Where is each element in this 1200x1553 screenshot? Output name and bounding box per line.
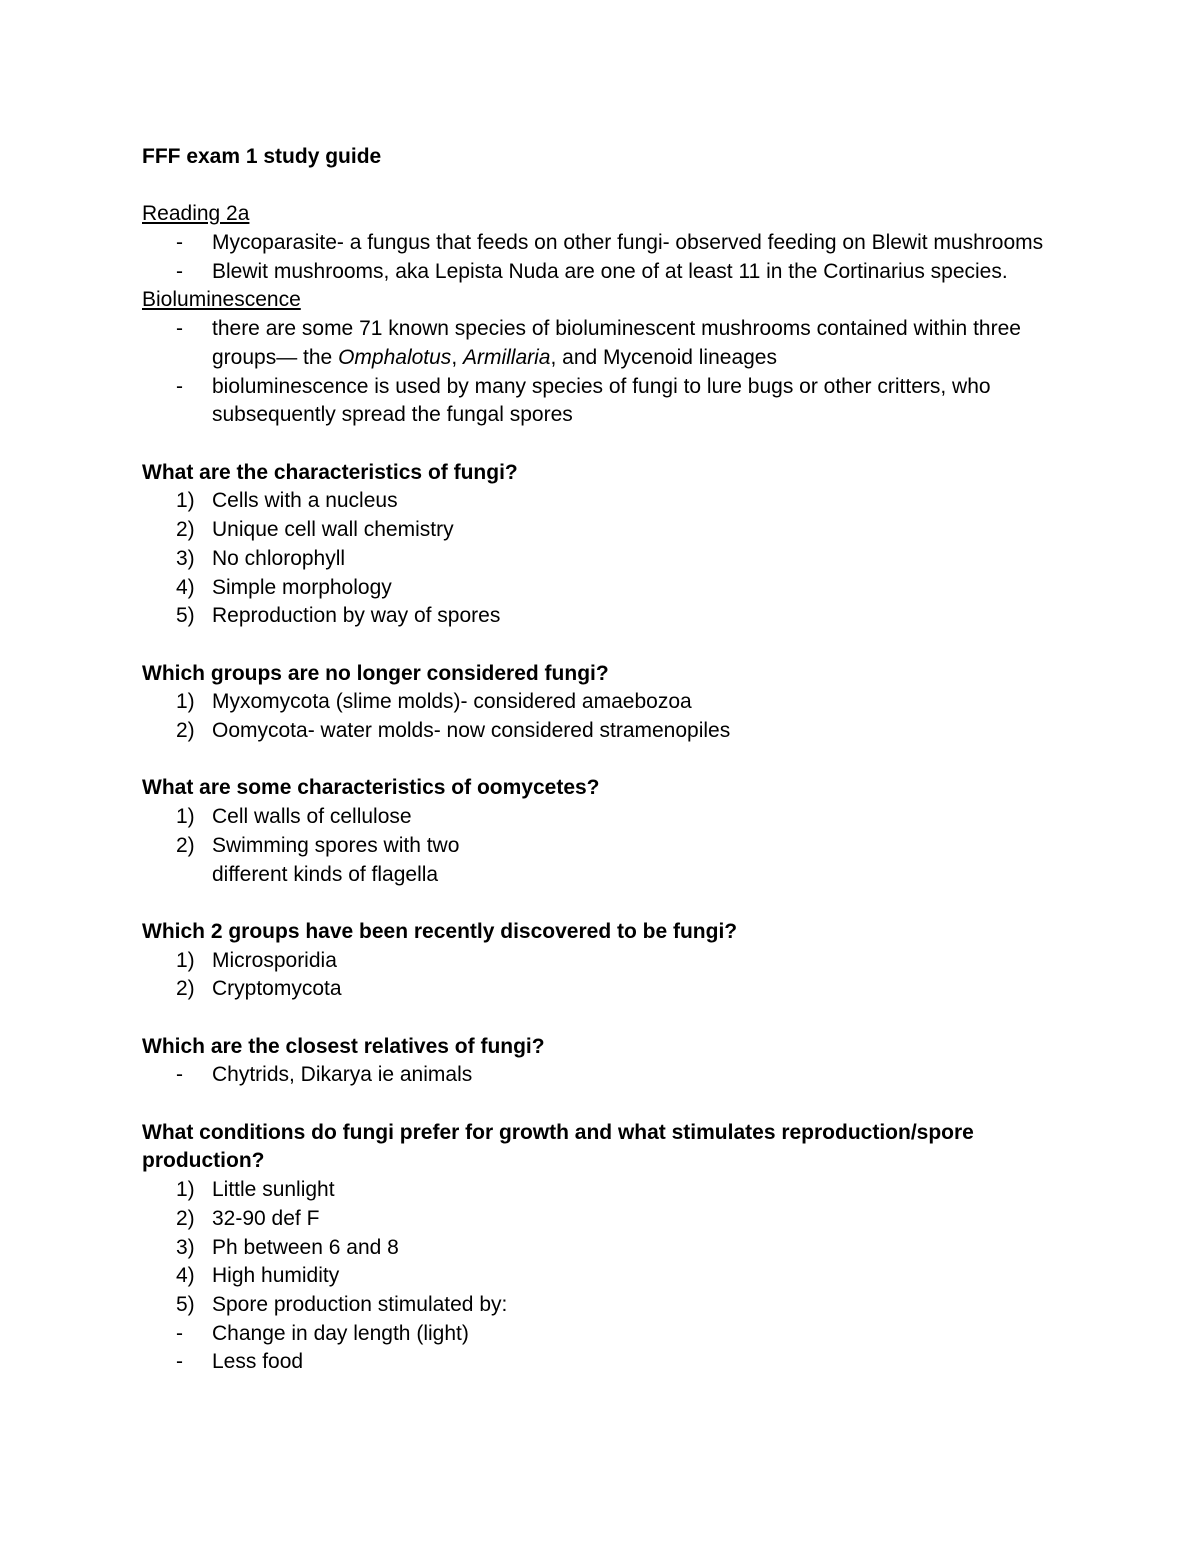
list-item-text: Microsporidia	[212, 948, 337, 972]
list-item-text: High humidity	[212, 1264, 340, 1288]
list-number: 2)	[176, 977, 195, 1001]
list-item-text: Ph between 6 and 8	[212, 1235, 399, 1259]
list-number: 1)	[176, 948, 195, 972]
list-number: 2)	[176, 719, 195, 742]
list-item-text: Swimming spores with two	[212, 833, 460, 857]
list-item	[142, 1205, 1062, 1234]
list-item-text: Unique cell wall chemistry	[212, 518, 454, 542]
list-item	[142, 803, 1062, 832]
question-heading: What are the characteristics of fungi?	[142, 460, 518, 484]
list-number: 2)	[176, 833, 195, 857]
list-item-text: Blewit mushrooms, aka Lepista Nuda are one of at least 11 in the Cortinarius species.	[212, 259, 1008, 283]
list-number: 1)	[176, 489, 195, 513]
list-number: 2)	[176, 518, 195, 542]
list-item	[142, 688, 1062, 717]
numbered-list	[142, 688, 1062, 745]
list-item	[142, 1061, 1062, 1090]
italic-genus: Omphalotus	[338, 345, 452, 369]
list-item	[142, 717, 1062, 746]
list-number: 1)	[176, 1178, 195, 1202]
list-item-text: No chlorophyll	[212, 546, 346, 570]
list-number: 3)	[176, 546, 195, 570]
question-heading: What are some characteristics of oomycetes?	[142, 776, 600, 800]
dash-bullet: -	[176, 259, 183, 283]
list-item-text: there are some 71 known species of bioluminescent mushrooms contained within three groups— the Omphalotus, Armillaria, and Mycenoid lineages	[212, 317, 1021, 369]
list-item-text: Less food	[212, 1350, 304, 1374]
list-item-continuation	[142, 861, 1062, 890]
document-body	[142, 143, 1062, 1377]
list-item-text: different kinds of flagella	[212, 862, 439, 886]
list-item	[142, 487, 1062, 516]
list-item	[142, 574, 1062, 603]
numbered-list	[142, 487, 1062, 631]
numbered-list	[142, 947, 1062, 1004]
document-title: FFF exam 1 study guide	[142, 145, 382, 168]
dash-bullet: -	[176, 1321, 183, 1345]
list-item-text: Myxomycota (slime molds)- considered amaebozoa	[212, 690, 692, 714]
dash-bullet: -	[176, 317, 183, 341]
list-item-text: bioluminescence is used by many species of fungi to lure bugs or other critters, who subsequently spread the fungal spores	[212, 374, 991, 427]
spacer	[142, 746, 1062, 775]
numbered-list	[142, 1176, 1062, 1377]
spacer	[142, 1004, 1062, 1033]
list-item	[142, 1234, 1062, 1263]
list-item-text: 32-90 def F	[212, 1206, 320, 1230]
bullet-list	[142, 1061, 1062, 1090]
list-number: 2)	[176, 1206, 195, 1230]
question-heading: Which are the closest relatives of fungi?	[142, 1034, 545, 1058]
list-item-text: Little sunlight	[212, 1178, 335, 1202]
italic-genus: Armillaria	[462, 345, 551, 369]
list-number: 3)	[176, 1235, 195, 1259]
list-number: 4)	[176, 1264, 195, 1288]
list-number: 1)	[176, 690, 195, 714]
list-number: 4)	[176, 575, 195, 599]
spacer	[142, 889, 1062, 918]
list-item	[142, 1291, 1062, 1320]
question-heading: Which 2 groups have been recently discovered to be fungi?	[142, 919, 738, 943]
section-heading-reading-2a: Reading 2a	[142, 202, 250, 226]
dash-bullet: -	[176, 1063, 183, 1087]
question-heading: What conditions do fungi prefer for growth and what stimulates reproduction/spore production?	[142, 1120, 974, 1173]
list-item	[142, 975, 1062, 1004]
list-item	[142, 947, 1062, 976]
dash-bullet: -	[176, 1350, 183, 1374]
list-item-text: Spore production stimulated by:	[212, 1293, 508, 1316]
numbered-list	[142, 803, 1062, 860]
list-item-text: Cells with a nucleus	[212, 489, 398, 513]
spacer	[142, 631, 1062, 660]
list-number: 5)	[176, 604, 195, 628]
list-number: 5)	[176, 1293, 195, 1316]
list-item	[142, 1348, 1062, 1377]
list-item	[142, 373, 1062, 430]
list-item	[142, 545, 1062, 574]
list-item	[142, 832, 1062, 861]
list-item	[142, 315, 1062, 372]
dash-bullet: -	[176, 231, 183, 255]
list-item	[142, 258, 1062, 287]
list-item-text: Oomycota- water molds- now considered stramenopiles	[212, 719, 731, 742]
list-item	[142, 1262, 1062, 1291]
list-item	[142, 602, 1062, 631]
spacer	[142, 1090, 1062, 1119]
spacer	[142, 430, 1062, 459]
list-item-text: Change in day length (light)	[212, 1321, 469, 1345]
list-item-text: Chytrids, Dikarya ie animals	[212, 1063, 473, 1087]
list-item-text: Cell walls of cellulose	[212, 805, 412, 829]
list-item-text: Reproduction by way of spores	[212, 604, 501, 628]
list-item-text: Simple morphology	[212, 575, 392, 599]
question-heading: Which groups are no longer considered fungi?	[142, 661, 609, 685]
list-item	[142, 516, 1062, 545]
list-item-text: Cryptomycota	[212, 977, 342, 1001]
list-item-text: Mycoparasite- a fungus that feeds on other fungi- observed feeding on Blewit mushrooms	[212, 231, 1044, 255]
list-item	[142, 1320, 1062, 1349]
dash-bullet: -	[176, 374, 183, 398]
list-number: 1)	[176, 805, 195, 829]
spacer	[142, 172, 1062, 201]
section-heading-bioluminescence: Bioluminescence	[142, 288, 301, 312]
list-item	[142, 229, 1062, 258]
list-item	[142, 1176, 1062, 1205]
